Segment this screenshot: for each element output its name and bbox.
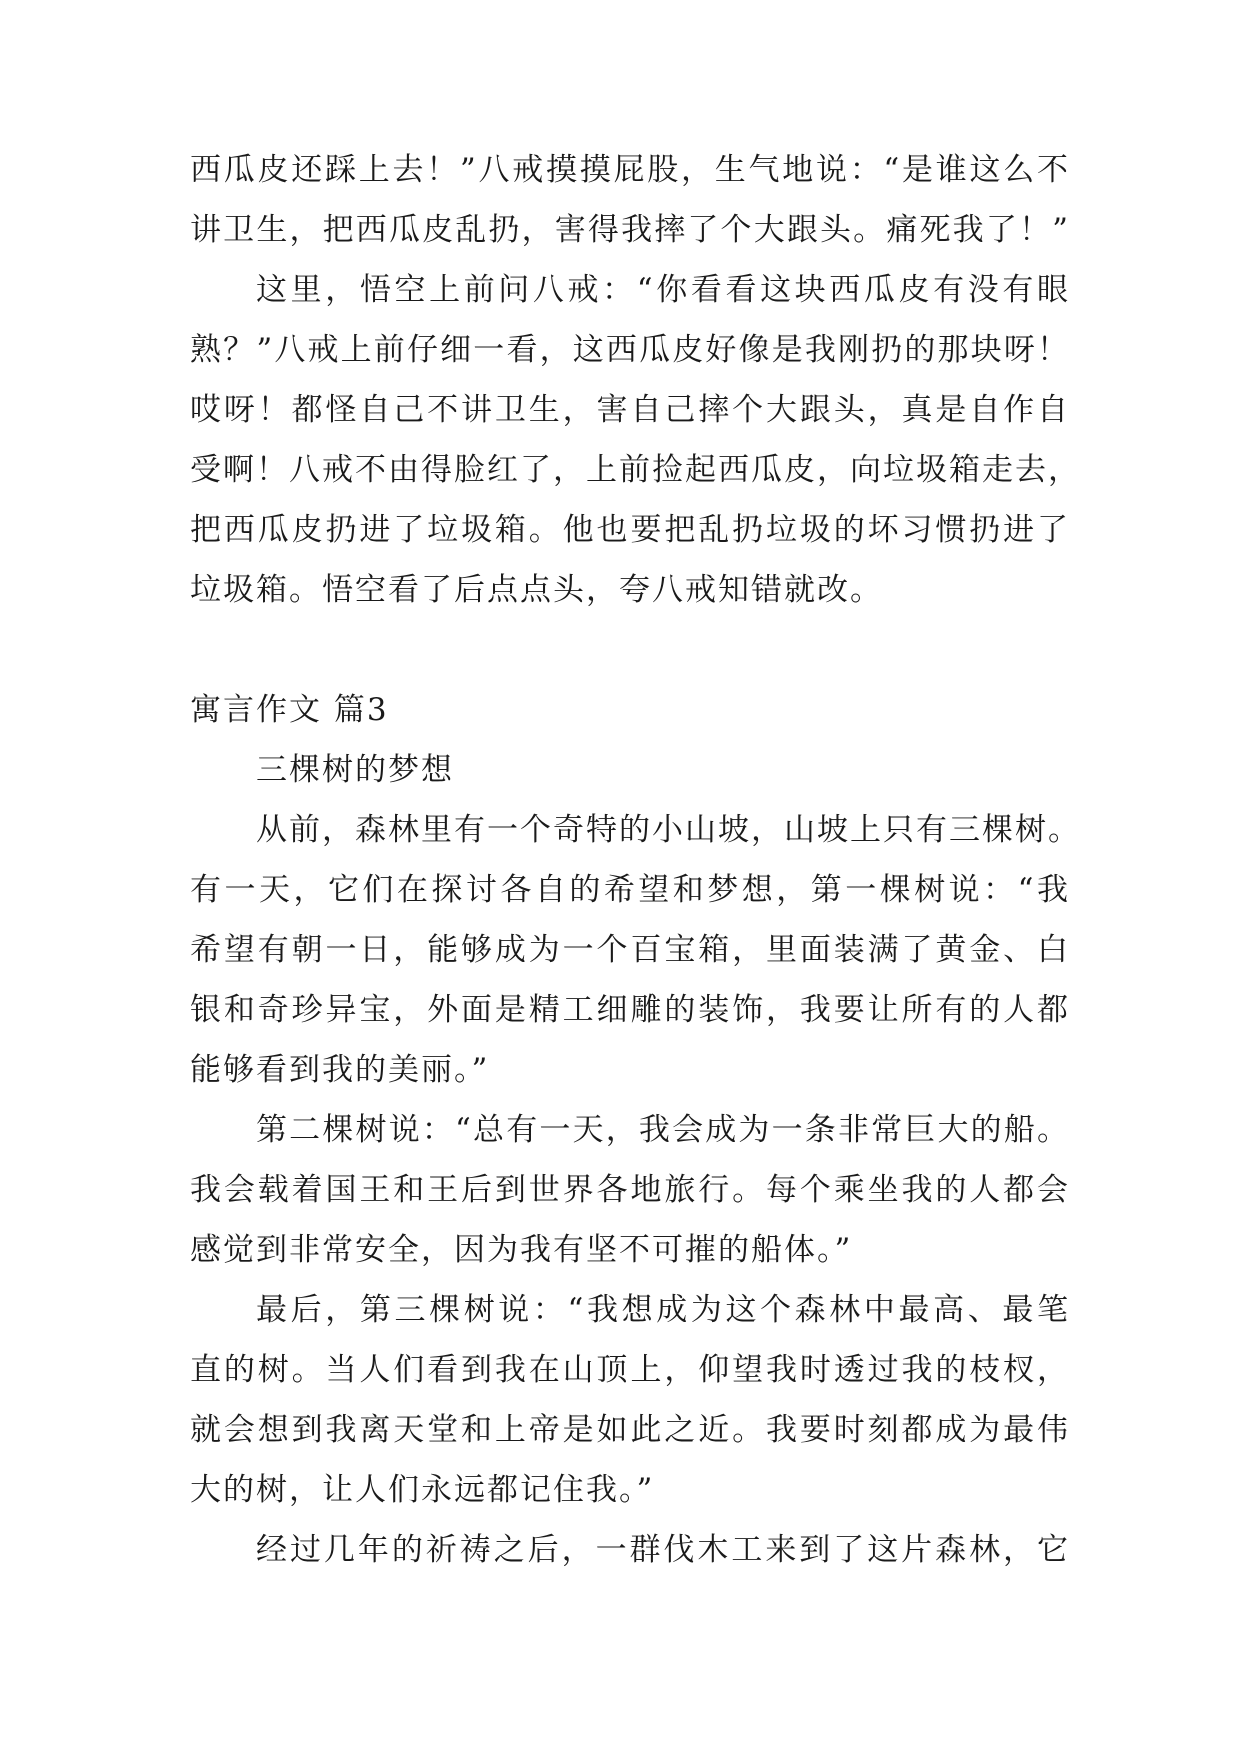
- text-line: 讲卫生，把西瓜皮乱扔，害得我摔了个大跟头。痛死我了！”: [190, 212, 1070, 248]
- text-line: 熟？”八戒上前仔细一看，这西瓜皮好像是我刚扔的那块呀！: [190, 332, 1070, 368]
- text-line: 我会载着国王和王后到世界各地旅行。每个乘坐我的人都会: [190, 1172, 1070, 1208]
- text-line: 能够看到我的美丽。”: [190, 1052, 490, 1088]
- text-line: 垃圾箱。悟空看了后点点头，夸八戒知错就改。: [190, 572, 883, 608]
- paragraph-first-line: 第二棵树说：“总有一天，我会成为一条非常巨大的船。: [256, 1112, 1070, 1148]
- text-line: 直的树。当人们看到我在山顶上，仰望我时透过我的枝杈，: [190, 1352, 1070, 1388]
- text-line: 西瓜皮还踩上去！”八戒摸摸屁股，生气地说：“是谁这么不: [190, 152, 1070, 188]
- text-line: 大的树，让人们永远都记住我。”: [190, 1472, 655, 1508]
- paragraph-first-line: 从前，森林里有一个奇特的小山坡，山坡上只有三棵树。: [256, 812, 1081, 848]
- paragraph-first-line: 这里，悟空上前问八戒：“你看看这块西瓜皮有没有眼: [256, 272, 1070, 308]
- text-line: 有一天，它们在探讨各自的希望和梦想，第一棵树说：“我: [190, 872, 1070, 908]
- text-line: 银和奇珍异宝，外面是精工细雕的装饰，我要让所有的人都: [190, 992, 1070, 1028]
- paragraph-first-line: 经过几年的祈祷之后，一群伐木工来到了这片森林，它: [256, 1532, 1070, 1568]
- text-line: 希望有朝一日，能够成为一个百宝箱，里面装满了黄金、白: [190, 932, 1070, 968]
- text-line: 感觉到非常安全，因为我有坚不可摧的船体。”: [190, 1232, 853, 1268]
- text-line: 把西瓜皮扔进了垃圾箱。他也要把乱扔垃圾的坏习惯扔进了: [190, 512, 1070, 548]
- text-line: 受啊！八戒不由得脸红了，上前捡起西瓜皮，向垃圾箱走去，: [190, 452, 1081, 488]
- text-line: 哎呀！都怪自己不讲卫生，害自己摔个大跟头，真是自作自: [190, 392, 1070, 428]
- paragraph-first-line: 最后，第三棵树说：“我想成为这个森林中最高、最笔: [256, 1292, 1070, 1328]
- text-line: 就会想到我离天堂和上帝是如此之近。我要时刻都成为最伟: [190, 1412, 1070, 1448]
- story-title: 三棵树的梦想: [256, 752, 454, 788]
- section-heading: 寓言作文 篇3: [190, 692, 389, 728]
